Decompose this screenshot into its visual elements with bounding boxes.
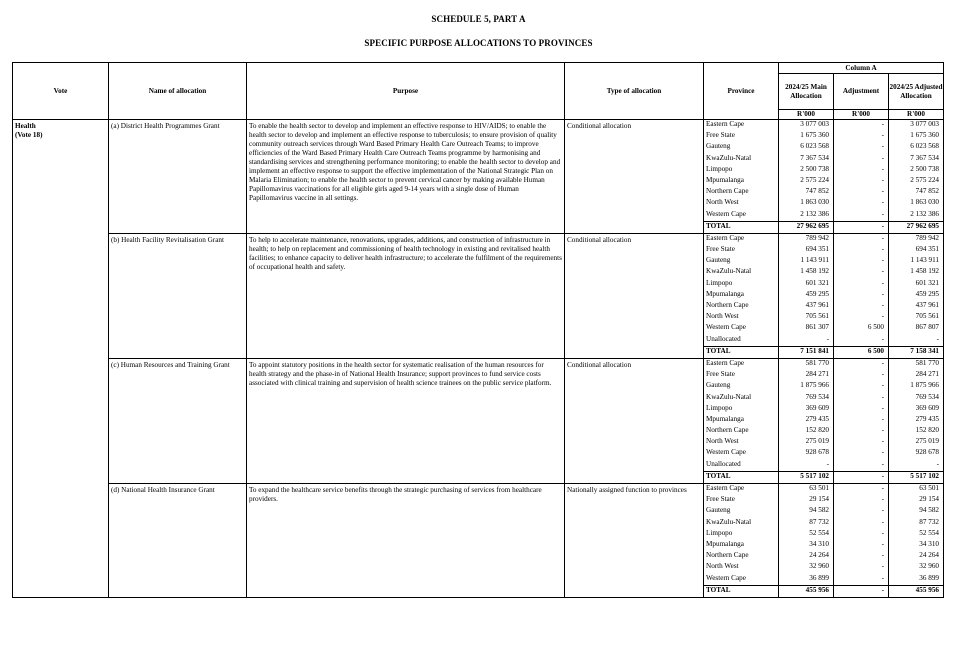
province-cell: Gauteng	[704, 381, 779, 392]
adjustment-cell: -	[834, 484, 889, 496]
adjusted-allocation-cell: 1 675 360	[889, 131, 944, 142]
province-cell: KwaZulu-Natal	[704, 518, 779, 529]
province-cell: Northern Cape	[704, 426, 779, 437]
adjusted-allocation-cell: 769 534	[889, 393, 944, 404]
province-cell: Mpumalanga	[704, 290, 779, 301]
adjusted-allocation-cell: 867 807	[889, 323, 944, 334]
adjustment-cell: -	[834, 165, 889, 176]
unit-adjusted: R'000	[889, 110, 944, 120]
main-allocation-cell: 87 732	[779, 518, 834, 529]
header-vote: Vote	[13, 63, 109, 120]
main-allocation-cell: 275 019	[779, 437, 834, 448]
adjustment-cell: -	[834, 370, 889, 381]
adjusted-allocation-cell: 34 310	[889, 540, 944, 551]
adjustment-cell: -	[834, 245, 889, 256]
main-allocation-cell: -	[779, 335, 834, 347]
province-cell: Free State	[704, 131, 779, 142]
main-allocation-cell: 24 264	[779, 551, 834, 562]
province-cell: Limpopo	[704, 165, 779, 176]
grant-type: Conditional allocation	[565, 358, 704, 483]
table-body	[13, 120, 944, 598]
adjusted-allocation-cell: 63 501	[889, 484, 944, 496]
main-allocation-cell: 861 307	[779, 323, 834, 334]
main-allocation-cell: 705 561	[779, 312, 834, 323]
province-cell: Limpopo	[704, 529, 779, 540]
table-row	[13, 358, 944, 370]
vote-name: Health	[15, 122, 36, 130]
total-main: 27 962 695	[779, 221, 834, 233]
main-allocation-cell: 29 154	[779, 495, 834, 506]
province-cell: Limpopo	[704, 404, 779, 415]
adjustment-cell: -	[834, 267, 889, 278]
main-allocation-cell: 928 678	[779, 448, 834, 459]
province-cell: North West	[704, 562, 779, 573]
adjustment-cell: -	[834, 404, 889, 415]
adjustment-cell: -	[834, 176, 889, 187]
province-cell: Western Cape	[704, 574, 779, 586]
adjustment-cell: -	[834, 448, 889, 459]
adjustment-cell: -	[834, 233, 889, 245]
total-adjustment: -	[834, 471, 889, 483]
province-cell: Northern Cape	[704, 301, 779, 312]
province-cell: Limpopo	[704, 279, 779, 290]
header-column-a: Column A	[779, 63, 944, 74]
province-cell: Mpumalanga	[704, 176, 779, 187]
province-cell: Northern Cape	[704, 551, 779, 562]
province-cell: Free State	[704, 245, 779, 256]
province-cell: Eastern Cape	[704, 233, 779, 245]
total-adjusted: 455 956	[889, 585, 944, 597]
adjusted-allocation-cell: 94 582	[889, 506, 944, 517]
adjusted-allocation-cell: 24 264	[889, 551, 944, 562]
adjusted-allocation-cell: 87 732	[889, 518, 944, 529]
adjustment-cell: -	[834, 131, 889, 142]
vote-number: (Vote 18)	[15, 131, 43, 139]
adjustment-cell: -	[834, 210, 889, 222]
adjustment-cell: -	[834, 187, 889, 198]
grant-type: Conditional allocation	[565, 233, 704, 358]
main-allocation-cell: 94 582	[779, 506, 834, 517]
adjustment-cell: -	[834, 358, 889, 370]
adjusted-allocation-cell: 52 554	[889, 529, 944, 540]
adjusted-allocation-cell: -	[889, 335, 944, 347]
province-cell: Mpumalanga	[704, 415, 779, 426]
province-cell: Northern Cape	[704, 187, 779, 198]
adjustment-cell: -	[834, 562, 889, 573]
total-label: TOTAL	[704, 585, 779, 597]
main-allocation-cell: 36 899	[779, 574, 834, 586]
adjustment-cell: -	[834, 437, 889, 448]
province-cell: KwaZulu-Natal	[704, 267, 779, 278]
adjustment-cell: -	[834, 529, 889, 540]
adjustment-cell: -	[834, 256, 889, 267]
total-adjustment: -	[834, 585, 889, 597]
schedule-subtitle: SPECIFIC PURPOSE ALLOCATIONS TO PROVINCES	[364, 38, 593, 48]
main-allocation-cell: 1 875 966	[779, 381, 834, 392]
grant-name: (a) District Health Programmes Grant	[109, 120, 247, 234]
main-allocation-cell: 1 863 030	[779, 198, 834, 209]
vote-cell	[13, 120, 109, 598]
province-cell: Free State	[704, 495, 779, 506]
grant-purpose: To appoint statutory positions in the health sector for systematic realisation of the human resources for health strategy and the phase-in of National Health Insurance; support provinces to fund service costs associated with clinical training and supervision of health science trainees on the public service platform.	[247, 358, 565, 483]
main-allocation-cell: 7 367 534	[779, 154, 834, 165]
province-cell: KwaZulu-Natal	[704, 393, 779, 404]
main-allocation-cell: 34 310	[779, 540, 834, 551]
province-cell: Western Cape	[704, 448, 779, 459]
header-province: Province	[704, 63, 779, 120]
province-cell: Gauteng	[704, 506, 779, 517]
header-adjusted: 2024/25 Adjusted Allocation	[889, 74, 944, 110]
adjusted-allocation-cell: 29 154	[889, 495, 944, 506]
total-label: TOTAL	[704, 346, 779, 358]
province-cell: Unallocated	[704, 460, 779, 472]
table-row	[13, 484, 944, 496]
adjusted-allocation-cell: 6 023 568	[889, 142, 944, 153]
province-cell: Eastern Cape	[704, 120, 779, 132]
main-allocation-cell: 1 458 192	[779, 267, 834, 278]
adjusted-allocation-cell: 2 132 386	[889, 210, 944, 222]
main-allocation-cell: 63 501	[779, 484, 834, 496]
main-allocation-cell: 1 675 360	[779, 131, 834, 142]
adjusted-allocation-cell: 601 321	[889, 279, 944, 290]
province-cell: Eastern Cape	[704, 484, 779, 496]
grant-purpose: To enable the health sector to develop and implement an effective response to HIV/AIDS; to enable the health sector to develop and implement an effective response to tuberculosis; to ensure provision of quality community outreach services through Ward Based Primary Health Care Outreach Teams; to improve efficiencies of the Ward Based Primary Health Care Outreach Teams programme by harmonising and standardising services and strengthening performance monitoring; to enable the health sector to develop and implement an effective response to support the effective implementation of the National Strategic Plan on Malaria Elimination; to enable the health sector to prevent cervical cancer by making available Human Papillomavirus vaccinations for all eligible girls aged 9-14 years with a single dose of Human Papillomavirus vaccine in all settings.	[247, 120, 565, 234]
adjustment-cell: -	[834, 142, 889, 153]
allocations-table	[12, 62, 944, 598]
total-adjusted: 5 517 102	[889, 471, 944, 483]
adjustment-cell: -	[834, 335, 889, 347]
province-cell: North West	[704, 437, 779, 448]
main-allocation-cell: 279 435	[779, 415, 834, 426]
province-cell: North West	[704, 198, 779, 209]
adjustment-cell: -	[834, 426, 889, 437]
adjusted-allocation-cell: 279 435	[889, 415, 944, 426]
adjusted-allocation-cell: -	[889, 460, 944, 472]
province-cell: Western Cape	[704, 210, 779, 222]
adjusted-allocation-cell: 1 875 966	[889, 381, 944, 392]
adjustment-cell: 6 500	[834, 323, 889, 334]
main-allocation-cell: 369 609	[779, 404, 834, 415]
adjustment-cell: -	[834, 198, 889, 209]
table-row	[13, 233, 944, 245]
adjustment-cell: -	[834, 415, 889, 426]
grant-name: (c) Human Resources and Training Grant	[109, 358, 247, 483]
adjusted-allocation-cell: 32 960	[889, 562, 944, 573]
adjusted-allocation-cell: 459 295	[889, 290, 944, 301]
adjustment-cell: -	[834, 518, 889, 529]
adjusted-allocation-cell: 284 271	[889, 370, 944, 381]
header-adjustment: Adjustment	[834, 74, 889, 110]
adjustment-cell: -	[834, 290, 889, 301]
grant-purpose: To expand the healthcare service benefits through the strategic purchasing of services from healthcare providers.	[247, 484, 565, 598]
total-adjustment: -	[834, 221, 889, 233]
adjustment-cell: -	[834, 312, 889, 323]
adjusted-allocation-cell: 7 367 534	[889, 154, 944, 165]
total-label: TOTAL	[704, 221, 779, 233]
adjustment-cell: -	[834, 381, 889, 392]
adjustment-cell: -	[834, 120, 889, 132]
adjusted-allocation-cell: 2 575 224	[889, 176, 944, 187]
total-adjusted: 27 962 695	[889, 221, 944, 233]
grant-type: Nationally assigned function to provinces	[565, 484, 704, 598]
adjustment-cell: -	[834, 495, 889, 506]
adjusted-allocation-cell: 747 852	[889, 187, 944, 198]
adjustment-cell: -	[834, 551, 889, 562]
province-cell: Free State	[704, 370, 779, 381]
adjusted-allocation-cell: 1 863 030	[889, 198, 944, 209]
grant-purpose: To help to accelerate maintenance, renovations, upgrades, additions, and construction of infrastructure in health; to help on replacement and commissioning of health technology in existing and revitalised health facilities; to enhance capacity to deliver health infrastructure; to accelerate the fulfilment of the requirements of occupational health and safety.	[247, 233, 565, 358]
table-row	[13, 120, 944, 132]
total-main: 5 517 102	[779, 471, 834, 483]
adjustment-cell: -	[834, 540, 889, 551]
adjusted-allocation-cell: 369 609	[889, 404, 944, 415]
total-adjusted: 7 158 341	[889, 346, 944, 358]
adjusted-allocation-cell: 694 351	[889, 245, 944, 256]
unit-adjustment: R'000	[834, 110, 889, 120]
main-allocation-cell: 2 132 386	[779, 210, 834, 222]
province-cell: Mpumalanga	[704, 540, 779, 551]
adjustment-cell: -	[834, 301, 889, 312]
adjusted-allocation-cell: 1 143 911	[889, 256, 944, 267]
adjusted-allocation-cell: 1 458 192	[889, 267, 944, 278]
grant-name: (b) Health Facility Revitalisation Grant	[109, 233, 247, 358]
main-allocation-cell: 2 500 738	[779, 165, 834, 176]
grant-type: Conditional allocation	[565, 120, 704, 234]
province-cell: Unallocated	[704, 335, 779, 347]
main-allocation-cell: 601 321	[779, 279, 834, 290]
main-allocation-cell: 581 770	[779, 358, 834, 370]
total-main: 455 956	[779, 585, 834, 597]
adjusted-allocation-cell: 437 961	[889, 301, 944, 312]
adjusted-allocation-cell: 152 820	[889, 426, 944, 437]
total-main: 7 151 841	[779, 346, 834, 358]
main-allocation-cell: 1 143 911	[779, 256, 834, 267]
adjusted-allocation-cell: 3 077 003	[889, 120, 944, 132]
adjusted-allocation-cell: 928 678	[889, 448, 944, 459]
main-allocation-cell: 6 023 568	[779, 142, 834, 153]
grant-name: (d) National Health Insurance Grant	[109, 484, 247, 598]
unit-main: R'000	[779, 110, 834, 120]
main-allocation-cell: 437 961	[779, 301, 834, 312]
main-allocation-cell: 152 820	[779, 426, 834, 437]
adjusted-allocation-cell: 275 019	[889, 437, 944, 448]
adjusted-allocation-cell: 705 561	[889, 312, 944, 323]
main-allocation-cell: 2 575 224	[779, 176, 834, 187]
province-cell: North West	[704, 312, 779, 323]
adjustment-cell: -	[834, 574, 889, 586]
main-allocation-cell: 3 077 003	[779, 120, 834, 132]
schedule-title: SCHEDULE 5, PART A	[431, 14, 526, 24]
adjusted-allocation-cell: 581 770	[889, 358, 944, 370]
adjusted-allocation-cell: 789 942	[889, 233, 944, 245]
header-type: Type of allocation	[565, 63, 704, 120]
province-cell: Gauteng	[704, 142, 779, 153]
main-allocation-cell: 694 351	[779, 245, 834, 256]
main-allocation-cell: 52 554	[779, 529, 834, 540]
adjusted-allocation-cell: 36 899	[889, 574, 944, 586]
main-allocation-cell: 32 960	[779, 562, 834, 573]
adjusted-allocation-cell: 2 500 738	[889, 165, 944, 176]
adjustment-cell: -	[834, 279, 889, 290]
main-allocation-cell: 769 534	[779, 393, 834, 404]
header-main: 2024/25 Main Allocation	[779, 74, 834, 110]
province-cell: Gauteng	[704, 256, 779, 267]
province-cell: KwaZulu-Natal	[704, 154, 779, 165]
province-cell: Western Cape	[704, 323, 779, 334]
adjustment-cell: -	[834, 460, 889, 472]
main-allocation-cell: -	[779, 460, 834, 472]
total-label: TOTAL	[704, 471, 779, 483]
main-allocation-cell: 747 852	[779, 187, 834, 198]
header-name: Name of allocation	[109, 63, 247, 120]
adjustment-cell: -	[834, 154, 889, 165]
main-allocation-cell: 789 942	[779, 233, 834, 245]
adjustment-cell: -	[834, 393, 889, 404]
total-adjustment: 6 500	[834, 346, 889, 358]
main-allocation-cell: 284 271	[779, 370, 834, 381]
header-purpose: Purpose	[247, 63, 565, 120]
adjustment-cell: -	[834, 506, 889, 517]
main-allocation-cell: 459 295	[779, 290, 834, 301]
province-cell: Eastern Cape	[704, 358, 779, 370]
